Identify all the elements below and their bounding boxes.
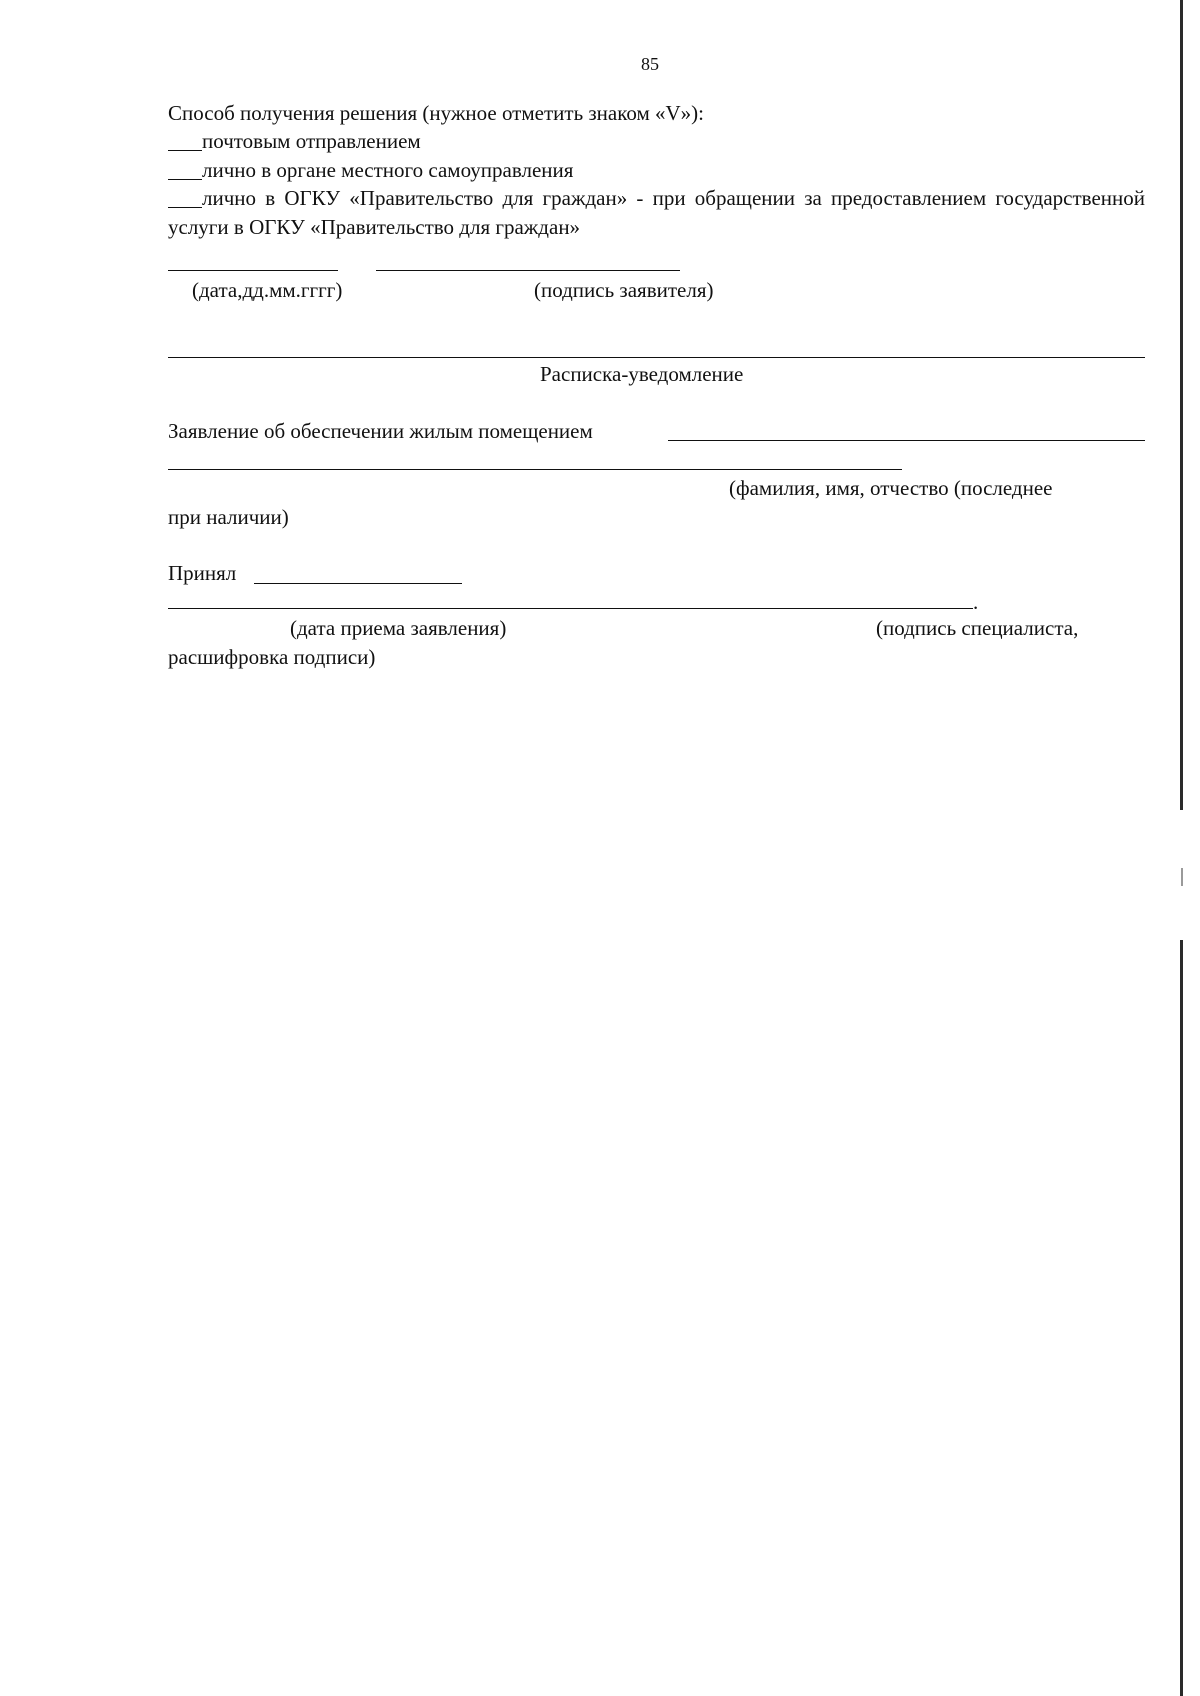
checkmark-blank[interactable] xyxy=(168,159,202,180)
specialist-signature-caption: (подпись специалиста, xyxy=(876,616,1079,640)
page-number: 85 xyxy=(641,54,659,74)
name-caption-continued: при наличии) xyxy=(168,505,289,529)
delivery-option-local-government[interactable] xyxy=(168,156,573,184)
checkmark-blank[interactable] xyxy=(168,187,202,208)
checkmark-blank[interactable] xyxy=(168,130,202,151)
accepted-label: Принял xyxy=(168,561,237,585)
delivery-option-label: лично в ОГКУ «Правительство для граждан» - при обращении за предоставлением государственной услуги в ОГКУ «Правительство для граждан» xyxy=(168,186,1145,239)
delivery-heading: Способ получения решения (нужное отметить знаком «V»): xyxy=(168,101,705,125)
application-label: Заявление об обеспечении жилым помещением xyxy=(168,419,593,443)
name-caption: (фамилия, имя, отчество (последнее xyxy=(729,476,1053,500)
tear-off-separator xyxy=(168,357,1145,358)
trailing-dot: . xyxy=(973,590,979,614)
date-caption: (дата,дд.мм.гггг) xyxy=(192,278,343,302)
date-line[interactable] xyxy=(168,270,338,271)
delivery-option-mail[interactable] xyxy=(168,127,421,155)
applicant-name-line[interactable] xyxy=(668,440,1145,441)
page-edge-tick xyxy=(1181,868,1183,886)
delivery-option-label: почтовым отправлением xyxy=(202,129,421,153)
applicant-signature-caption: (подпись заявителя) xyxy=(534,278,714,302)
specialist-signature-caption-continued: расшифровка подписи) xyxy=(168,645,376,669)
accepted-by-line[interactable] xyxy=(254,583,462,584)
receipt-title: Расписка-уведомление xyxy=(540,362,744,386)
applicant-name-line-2[interactable] xyxy=(168,469,902,470)
delivery-option-label: лично в органе местного самоуправления xyxy=(202,158,574,182)
applicant-signature-line[interactable] xyxy=(376,270,680,271)
date-received-caption: (дата приема заявления) xyxy=(290,616,507,640)
receipt-signature-line[interactable] xyxy=(168,608,973,609)
delivery-option-ogku[interactable] xyxy=(168,184,1145,242)
